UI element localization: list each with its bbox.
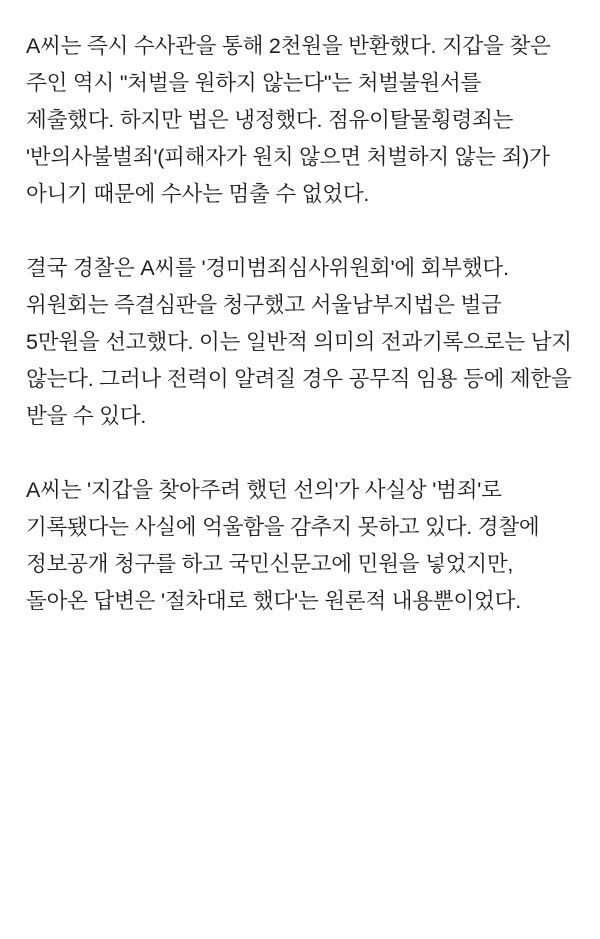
article-paragraph-3: A씨는 '지갑을 찾아주려 했던 선의'가 사실상 '범죄'로 기록됐다는 사실에 억울함을 감추지 못하고 있다. 경찰에 정보공개 청구를 하고 국민신문고에 민원을 넣었지만, 돌아온 답변은 '절차대로 했다'는 원론적 내용뿐이었다. — [26, 478, 540, 613]
article-paragraph-2: 결국 경찰은 A씨를 '경미범죄심사위원회'에 회부했다. 위원회는 즉결심판을 청구했고 서울남부지법은 벌금 5만원을 선고했다. 이는 일반적 의미의 전과기록으로는 남지 않는다. 그러나 전력이 알려질 경우 공무직 임용 등에 제한을 받을 수 있다. — [26, 256, 572, 428]
article-paragraph-1: A씨는 즉시 수사관을 통해 2천원을 반환했다. 지갑을 찾은 주인 역시 "처벌을 원하지 않는다"는 처벌불원서를 제출했다. 하지만 법은 냉정했다. 점유이탈물횡령죄는 '반의사불벌죄'(피해자가 원치 않으면 처벌하지 않는 죄)가 아니기 때문에 수사는 멈출 수 없었다. — [26, 34, 551, 206]
